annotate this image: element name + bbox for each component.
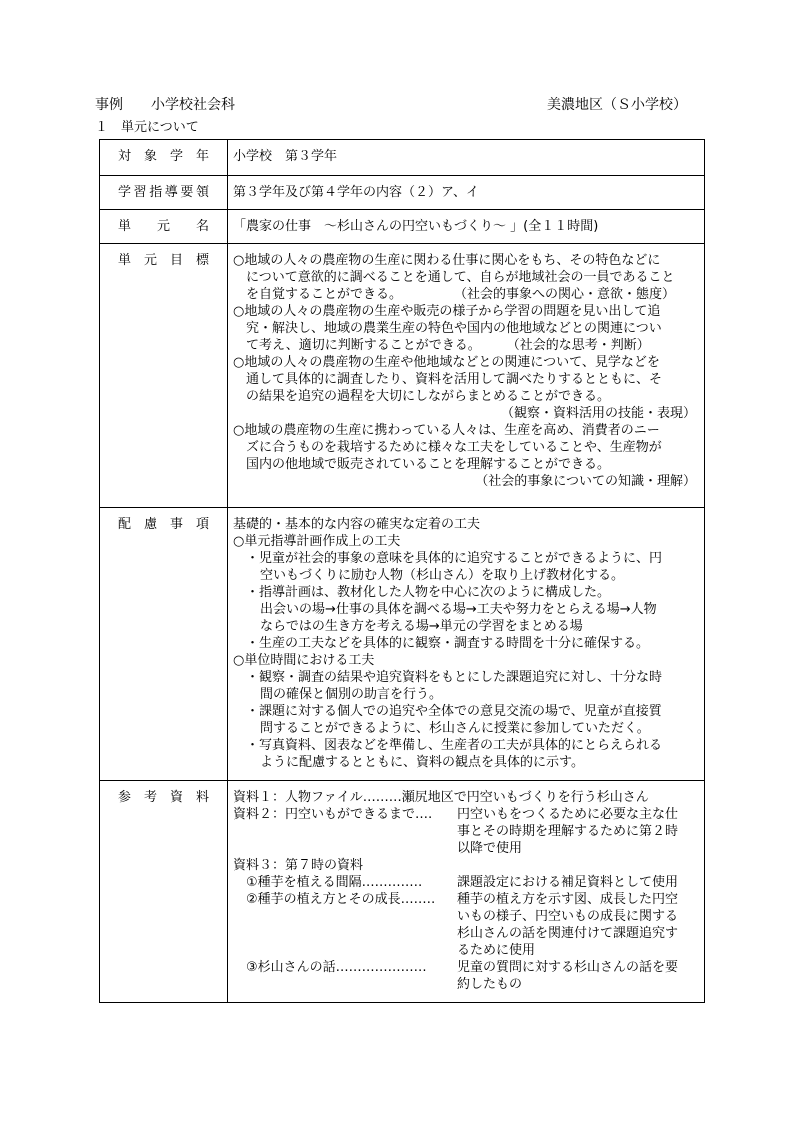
goal-line: ズに合うものを栽培するために様々な工夫をしていることや、生産物が xyxy=(233,440,662,455)
goal-line: 国内の他地域で販売されていることを理解することができる。 xyxy=(233,457,611,472)
label-char: 学 xyxy=(169,149,183,164)
unit-table xyxy=(99,139,705,1003)
section-title: １ 単元について xyxy=(95,120,199,135)
row-label-considerations xyxy=(100,508,227,533)
reference-item xyxy=(233,806,698,823)
table-row-considerations xyxy=(100,508,705,781)
goal-line: について意欲的に調べることを通して、自らが地域社会の一員であること xyxy=(233,270,675,285)
consideration-line: 基礎的・基本的な内容の確実な定着の工夫 xyxy=(233,517,481,532)
table-row-guideline xyxy=(100,176,705,210)
label-char: 導 xyxy=(164,185,178,200)
reference-item xyxy=(233,891,698,908)
consideration-line: ・課題に対する個人での追究や全体での意見交流の場で、児童が直接質 xyxy=(246,704,662,719)
reference-key xyxy=(233,908,457,925)
reference-desc: 課題設定における補足資料として使用 xyxy=(457,875,679,890)
label-char: 料 xyxy=(195,790,209,805)
reference-desc: 杉山さんの話を関連付けて課題追究す xyxy=(457,926,679,941)
consideration-line: 問することができるように、杉山さんに授業に参加していただく。 xyxy=(260,721,650,736)
consideration-line: ・指導計画は、教材化した人物を中心に次のように構成した。 xyxy=(246,585,611,600)
reference-item xyxy=(233,942,698,959)
table-row-target xyxy=(100,140,705,176)
reference-item xyxy=(233,823,698,840)
reference-item: 資料３：第７時の資料 xyxy=(233,858,364,873)
reference-item: 資料１：人物ファイル………瀬尻地区で円空いもづくりを行う杉山さん xyxy=(233,790,649,805)
header-left xyxy=(95,94,263,114)
unit-goals xyxy=(228,244,704,496)
reference-desc: いもの様子、円空いもの成長に関する xyxy=(457,909,679,924)
consideration-line: ように配慮するとともに、資料の観点を具体的に示す。 xyxy=(260,755,584,770)
label-char: 慮 xyxy=(143,517,157,532)
unit-name: 「農家の仕事 ～杉山さんの円空いもづくり～ 」(全１１時間) xyxy=(233,219,599,234)
goal-line: ○地域の人々の農産物の生産や他地域などとの関連について、見学などを xyxy=(233,355,660,370)
reference-desc: 種芋の植え方を示す図、成長した円空 xyxy=(457,892,679,907)
label-char: 単 xyxy=(118,253,132,268)
label-char: 考 xyxy=(143,790,157,805)
reference-key xyxy=(233,942,457,959)
row-label-goals xyxy=(100,244,227,269)
label-char: 単 xyxy=(118,219,132,234)
value-cell xyxy=(228,176,705,210)
row-label-guideline xyxy=(100,176,227,201)
guideline-value: 第３学年及び第４学年の内容（２）ア、イ xyxy=(233,185,479,200)
label-char: 指 xyxy=(149,185,163,200)
references xyxy=(228,781,704,999)
reference-desc: 事とその時期を理解するために第２時 xyxy=(457,824,679,839)
goal-line: の結果を追究の過程を大切にしながらまとめることができる。 xyxy=(233,389,611,404)
consideration-line: ・観察・調査の結果や追究資料をもとにした課題追究に対し、十分な時 xyxy=(246,670,663,685)
school-label: 美濃地区（Ｓ小学校） xyxy=(547,97,687,113)
value-cell xyxy=(228,781,705,1003)
label-char: 領 xyxy=(195,185,209,200)
label-char: 配 xyxy=(118,517,132,532)
table-row-unit xyxy=(100,210,705,244)
reference-desc: るために使用 xyxy=(457,943,536,958)
label-cell xyxy=(100,176,228,210)
reference-key xyxy=(233,925,457,942)
label-char: 事 xyxy=(169,517,183,532)
label-char: 元 xyxy=(156,219,170,234)
consideration-line: 出会いの場→仕事の具体を調べる場→工夫や努力をとらえる場→人物 xyxy=(260,602,657,617)
reference-item xyxy=(233,959,698,976)
goal-line: 究・解決し、地域の農業生産の特色や国内の他地域などとの関連につい xyxy=(233,321,662,336)
goal-line: て考え、適切に判断することができる。 （社会的な思考・判断） xyxy=(233,338,650,353)
reference-key: ③杉山さんの話………………… xyxy=(233,960,427,975)
subject-label: 小学校社会科 xyxy=(151,97,235,113)
reference-desc: 児童の質問に対する杉山さんの話を要 xyxy=(457,960,679,975)
label-char: 資 xyxy=(169,790,183,805)
table-row-references xyxy=(100,781,705,1003)
page-header xyxy=(95,94,695,114)
reference-key: ②種芋の植え方とその成長……‥ xyxy=(233,892,436,907)
case-label: 事例 xyxy=(95,97,123,113)
reference-item xyxy=(233,908,698,925)
target-grade: 小学校 第３学年 xyxy=(233,149,338,164)
goal-category: （社会的事象についての知識・理解） xyxy=(475,474,696,489)
reference-item xyxy=(233,874,698,891)
label-char: 要 xyxy=(180,185,194,200)
goal-line: ○地域の農産物の生産に携わっている人々は、生産を高め、消費者のニー xyxy=(233,423,660,438)
reference-desc: 約したもの xyxy=(457,977,523,992)
goal-line: を自覚することができる。 （社会的事象への関心・意欲・態度） xyxy=(233,287,676,302)
row-label-unit xyxy=(100,210,227,235)
consideration-line: ・児童が社会的事象の意味を具体的に追究することができるように、円 xyxy=(246,551,663,566)
label-cell xyxy=(100,781,228,1003)
consideration-line: 空いもづくりに励む人物（杉山さん）を取り上げ教材化する。 xyxy=(260,568,625,583)
goal-line: ○地域の人々の農産物の生産や販売の様子から学習の問題を見い出して追 xyxy=(233,304,661,319)
goal-category: （観察・資料活用の技能・表現） xyxy=(500,406,696,421)
consideration-line: ・生産の工夫などを具体的に観察・調査する時間を十分に確保する。 xyxy=(246,636,650,651)
consideration-heading: ○単位時間における工夫 xyxy=(233,653,375,668)
label-cell xyxy=(100,244,228,508)
table-row-goals xyxy=(100,244,705,508)
reference-item xyxy=(233,976,698,993)
reference-key: ①種芋を植える間隔…………‥ xyxy=(233,875,423,890)
row-label-references xyxy=(100,781,227,806)
label-char: 元 xyxy=(143,253,157,268)
label-cell xyxy=(100,140,228,176)
label-char: 習 xyxy=(133,185,147,200)
label-char: 名 xyxy=(195,219,209,234)
label-char: 標 xyxy=(195,253,209,268)
value-cell xyxy=(228,508,705,781)
reference-key xyxy=(233,823,457,840)
label-char: 目 xyxy=(169,253,183,268)
reference-key xyxy=(233,840,457,857)
value-cell xyxy=(228,140,705,176)
reference-key xyxy=(233,976,457,993)
consideration-line: 間の確保と個別の助言を行う。 xyxy=(260,687,443,702)
label-cell xyxy=(100,210,228,244)
value-cell xyxy=(228,210,705,244)
consideration-heading: ○単元指導計画作成上の工夫 xyxy=(233,534,401,549)
reference-item xyxy=(233,925,698,942)
consideration-line: ・写真資料、図表などを準備し、生産者の工夫が具体的にとらえられる xyxy=(246,738,663,753)
label-char: 学 xyxy=(118,185,132,200)
label-cell xyxy=(100,508,228,781)
considerations xyxy=(228,508,704,777)
label-char: 項 xyxy=(195,517,209,532)
row-label-target xyxy=(100,140,227,165)
label-char: 参 xyxy=(118,790,132,805)
label-char: 対 xyxy=(118,149,132,164)
reference-key: 資料２：円空いもができるまで‥‥ xyxy=(233,807,433,822)
goal-line: ○地域の人々の農産物の生産に関わる仕事に関心をもち、その特色などに xyxy=(233,253,661,268)
reference-desc: 円空いもをつくるために必要な主な仕 xyxy=(457,807,679,822)
value-cell xyxy=(228,244,705,508)
label-char: 年 xyxy=(195,149,209,164)
reference-item xyxy=(233,840,698,857)
goal-line: 通して具体的に調査したり、資料を活用して調べたりするとともに、そ xyxy=(233,372,663,387)
label-char: 象 xyxy=(143,149,157,164)
consideration-line: ならではの生き方を考える場→単元の学習をまとめる場 xyxy=(260,619,583,634)
reference-desc: 以降で使用 xyxy=(457,841,523,856)
